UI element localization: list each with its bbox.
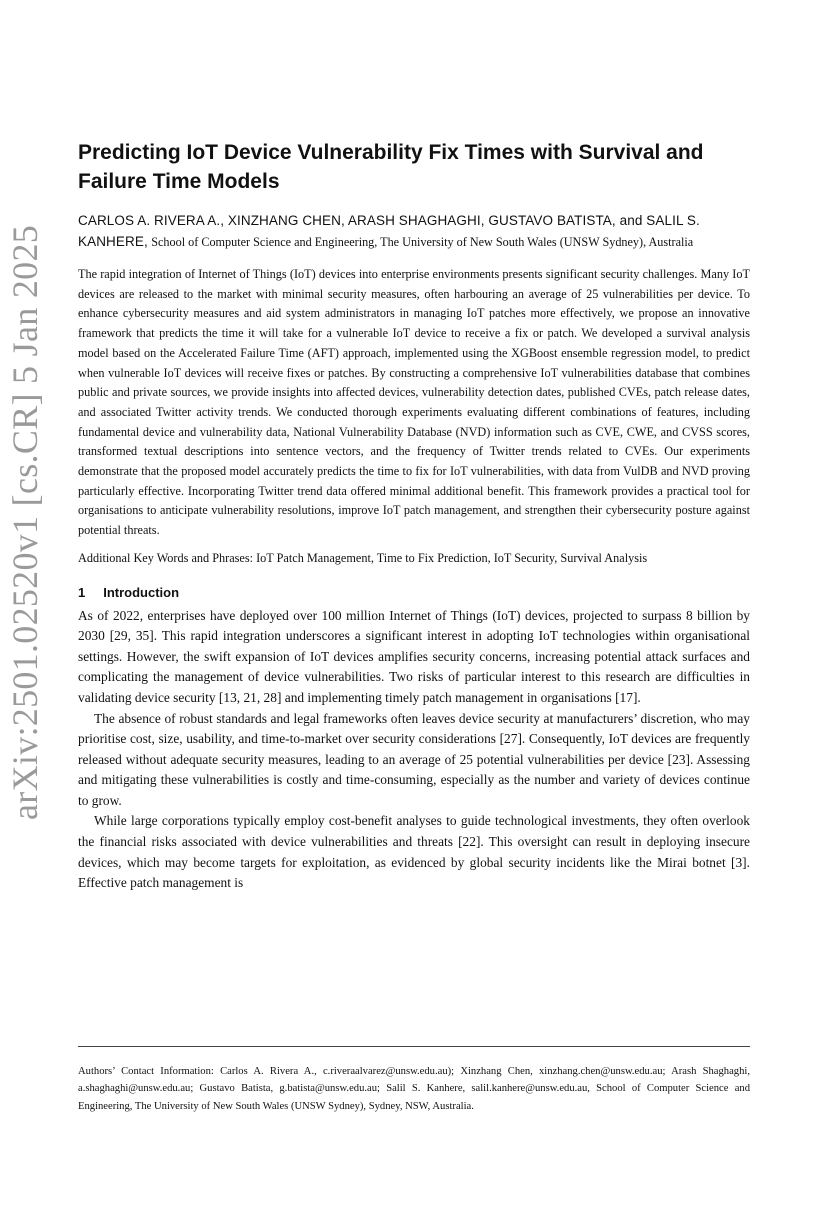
abstract: The rapid integration of Internet of Things (IoT) devices into enterprise environments presents significant security challenges. Many IoT devices are released to the market with minimal security measures, often harbouring an average of 25 vulnerabilities per device. To enhance cybersecurity measures and aid system administrators in managing IoT patches more effectively, we propose an innovative framework that predicts the time it will take for a vulnerable IoT device to receive a fix or patch. We developed a survival analysis model based on the Accelerated Failure Time (AFT) approach, implemented using the XGBoost ensemble regression model, to predict when vulnerable IoT devices will receive fixes or patches. By constructing a comprehensive IoT vulnerabilities database that combines public and private sources, we provide insights into affected devices, vulnerability detection dates, published CVEs, patch release dates, and associated Twitter activity trends. We conducted thorough experiments evaluating different combinations of features, including fundamental device and vulnerability data, National Vulnerability Database (NVD) information such as CVE, CWE, and CVSS scores, transformed textual descriptions into sentence vectors, and the frequency of Twitter trends related to CVEs. Our experiments demonstrate that the proposed model accurately predicts the time to fix for IoT vulnerabilities, with data from VulDB and NVD proving particularly effective. Incorporating Twitter trend data offered minimal additional benefit. This framework provides a practical tool for organisations to anticipate vulnerability resolutions, improve IoT patch management, and strengthen their cybersecurity posture against potential threats. — [78, 267, 750, 538]
paper-title: Predicting IoT Device Vulnerability Fix Times with Survival and Failure Time Models — [78, 141, 704, 193]
arxiv-identifier-stamp: arXiv:2501.02520v1 [cs.CR] 5 Jan 2025 — [5, 224, 45, 820]
footnote-divider — [78, 1046, 750, 1047]
author-list: CARLOS A. RIVERA A., XINZHANG CHEN, ARASH SHAGHAGHI, GUSTAVO BATISTA, and SALIL S. KANHERE, — [78, 213, 700, 249]
intro-paragraph-3: While large corporations typically employ cost-benefit analyses to guide technological investments, they often overlook the financial risks associated with device vulnerabilities and threats [22]. This oversight can result in deploying insecure devices, which may become targets for exploitation, as evidenced by global security incidents like the Mirai botnet [3]. Effective patch management is — [78, 813, 750, 891]
author-affiliation: School of Computer Science and Engineering, The University of New South Wales (UNSW Sydney), Australia — [151, 235, 694, 249]
intro-paragraph-1: As of 2022, enterprises have deployed over 100 million Internet of Things (IoT) devices, projected to surpass 8 billion by 2030 [29, 35]. This rapid integration underscores a significant interest in adopting IoT technologies within organisational settings. However, the swift expansion of IoT devices amplifies security concerns, increasing potential attack surfaces and complicating the management of device vulnerabilities. Two risks of particular interest to this research are difficulties in validating device security [13, 21, 28] and implementing timely patch management in organisations [17]. — [78, 607, 750, 705]
paper-first-page — [78, 138, 750, 894]
section-title: Introduction — [103, 584, 180, 600]
author-contact-footnote: Authors’ Contact Information: Carlos A. Rivera A., c.riveraalvarez@unsw.edu.au); Xinzhang Chen, xinzhang.chen@unsw.edu.au; Arash Shaghaghi, a.shaghaghi@unsw.edu.au; Gustavo Batista, g.batista@unsw.edu.au; Salil S. Kanhere, salil.kanhere@unsw.edu.au, School of Computer Science and Engineering, The University of New South Wales (UNSW Sydney), Sydney, NSW, Australia. — [78, 1065, 750, 1112]
intro-paragraph-2: The absence of robust standards and legal frameworks often leaves device security at manufacturers’ discretion, who may prioritise cost, size, usability, and time-to-market over security considerations [27]. Consequently, IoT devices are frequently released without adequate security measures, leading to an average of 25 potential vulnerabilities per device [23]. Assessing and mitigating these vulnerabilities is costly and time-consuming, especially as the number and variety of devices continue to grow. — [78, 710, 750, 808]
keywords: Additional Key Words and Phrases: IoT Patch Management, Time to Fix Prediction, IoT Security, Survival Analysis — [78, 550, 648, 565]
section-number: 1 — [78, 584, 86, 600]
section-heading-introduction — [78, 585, 750, 600]
author-block — [78, 210, 750, 253]
